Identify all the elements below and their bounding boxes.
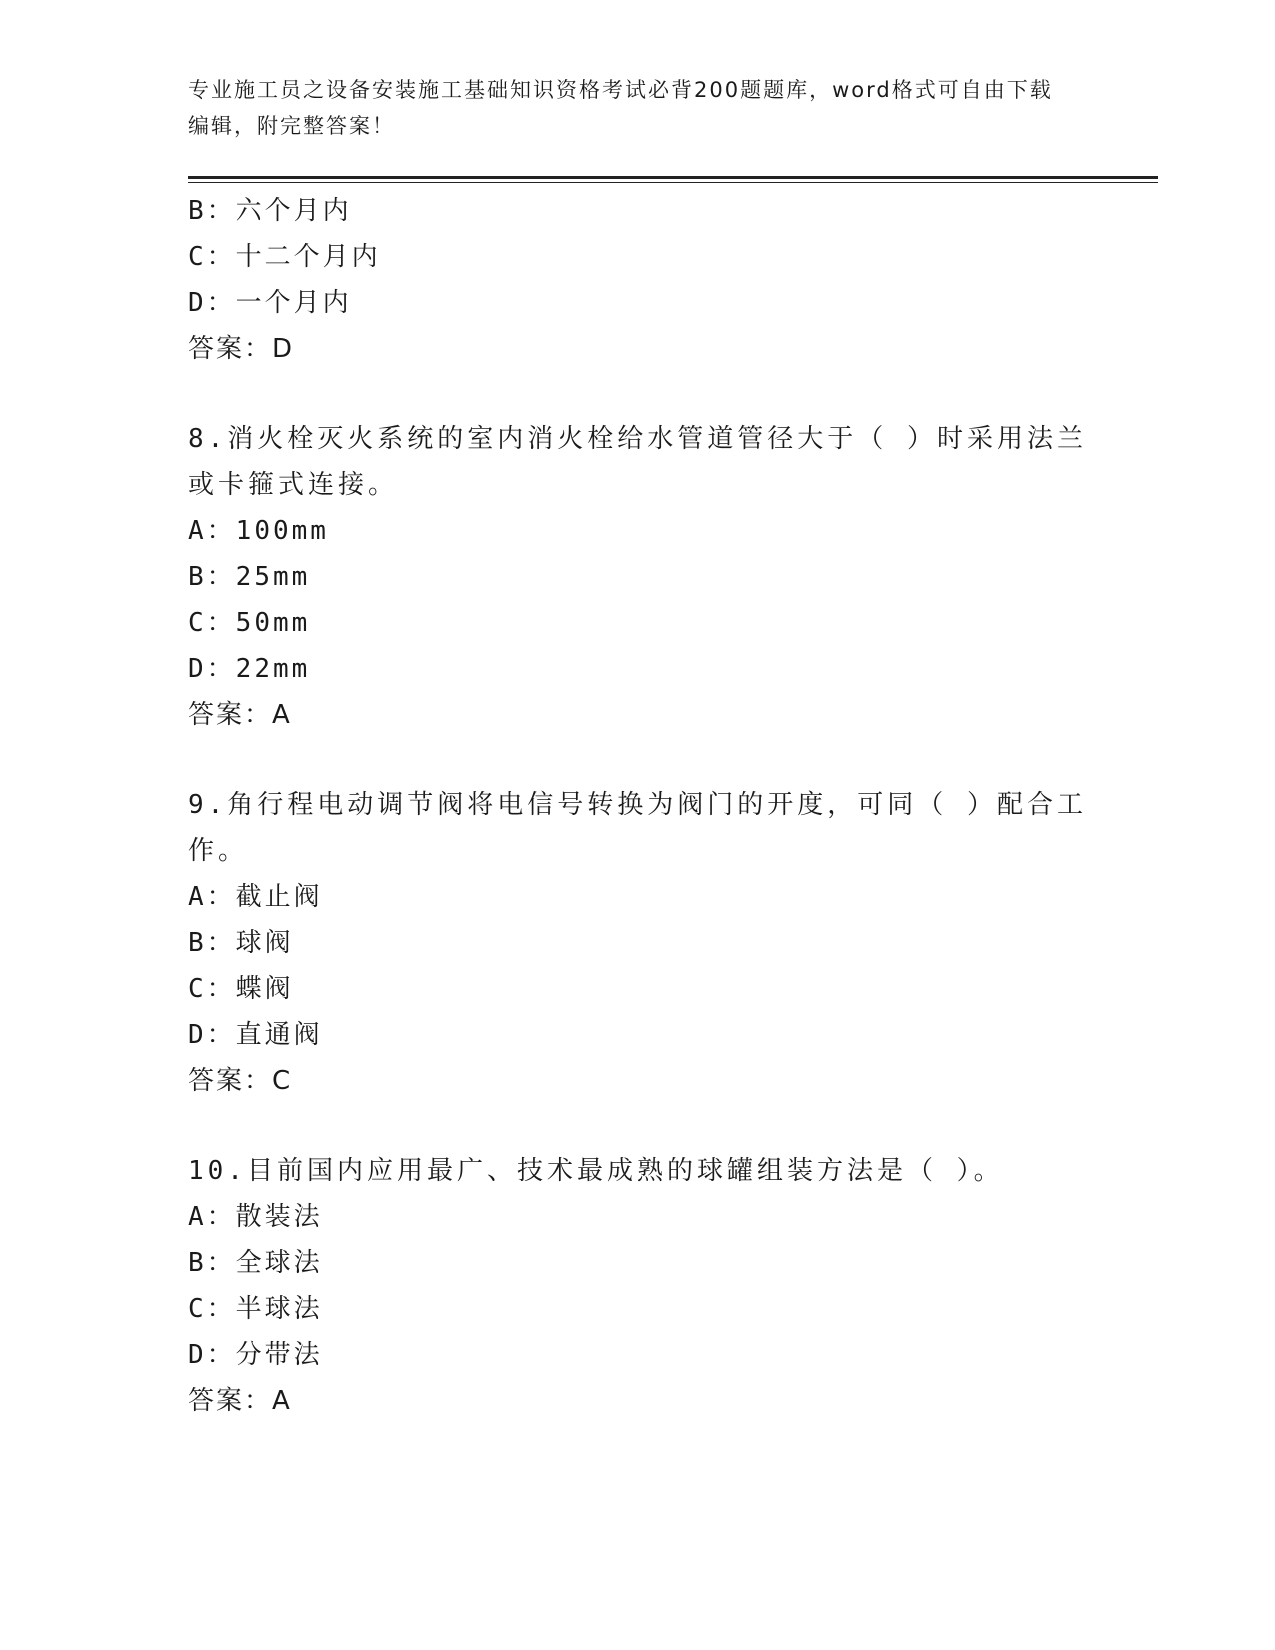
option-a: A：100mm: [188, 516, 329, 546]
option-b: B：全球法: [188, 1248, 323, 1278]
option-d: D：一个月内: [188, 288, 352, 318]
option-c: C：50mm: [188, 608, 311, 638]
option-c: C：十二个月内: [188, 242, 381, 272]
question-10: [188, 1148, 1088, 1424]
header-divider-thin: [188, 182, 1158, 183]
answer-line: 答案：A: [188, 1386, 292, 1416]
question-text: 8.消火栓灭火系统的室内消火栓给水管道管径大于（ ）时采用法兰或卡箍式连接。: [188, 424, 1087, 500]
header-divider-thick: [188, 176, 1158, 179]
option-b: B：六个月内: [188, 196, 352, 226]
question-9: [188, 782, 1088, 1104]
answer-line: 答案：D: [188, 334, 295, 364]
option-a: A：截止阀: [188, 882, 323, 912]
question-text: 9.角行程电动调节阀将电信号转换为阀门的开度，可同（ ）配合工作。: [188, 790, 1087, 866]
option-d: D：分带法: [188, 1340, 323, 1370]
question-8: [188, 416, 1088, 738]
option-c: C：蝶阀: [188, 974, 294, 1004]
option-c: C：半球法: [188, 1294, 323, 1324]
answer-line: 答案：A: [188, 700, 292, 730]
option-b: B：球阀: [188, 928, 294, 958]
option-b: B：25mm: [188, 562, 311, 592]
option-d: D：22mm: [188, 654, 311, 684]
question-text: 10.目前国内应用最广、技术最成熟的球罐组装方法是（ ）。: [188, 1156, 1004, 1186]
page-header: 专业施工员之设备安装施工基础知识资格考试必背200题题库，word格式可自由下载编辑，附完整答案！: [188, 78, 1053, 138]
answer-line: 答案：C: [188, 1066, 293, 1096]
option-a: A：散装法: [188, 1202, 323, 1232]
question-7-continued: [188, 188, 1088, 372]
question-list: [188, 188, 1088, 1424]
option-d: D：直通阀: [188, 1020, 323, 1050]
